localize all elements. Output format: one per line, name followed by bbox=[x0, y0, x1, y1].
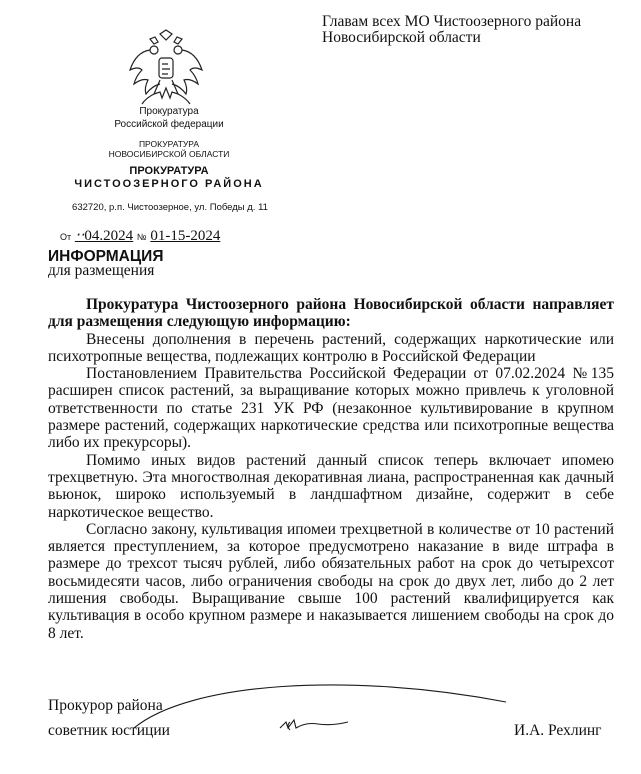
addressee-line-2: Новосибирской области bbox=[322, 29, 481, 46]
signatory-title-line-2: советник юстиции bbox=[48, 722, 170, 739]
signatory-title-line-1: Прокурор района bbox=[48, 697, 163, 714]
handwritten-signature-icon bbox=[130, 662, 510, 742]
letterhead bbox=[46, 106, 292, 191]
paragraph-2: Постановлением Правительства Российской Федерации от 07.02.2024 №135 расширен список растений, за выращивание которых можно привлечь к уголовной ответственности по статье 231 УК РФ (незаконное культивирование в крупном размере растений, содержащих наркотические средства или психотропные вещества либо их прекурсоры). bbox=[48, 365, 614, 452]
outgoing-reference bbox=[60, 226, 220, 245]
stamp-line-1: ПРОКУРАТУРА bbox=[138, 139, 200, 149]
outgoing-number: 01-15-2024 bbox=[150, 228, 221, 244]
outgoing-date-value: 04.2024 bbox=[84, 228, 134, 244]
paragraph-4: Согласно закону, культивация ипомеи трехцветной в количестве от 10 растений является преступлением, за которое предусмотрено наказание в виде штрафа в размере до трехсот тысяч рублей, либо обязательных работ на срок до четырехсот восьмидесяти часов, либо ограничения свободы на срок до двух лет, либо до 2 лет лишения свободы. Выращивание свыше 100 растений квалифицируется как культивация в особо крупном размере и наказывается лишением свободы на срок до 8 лет. bbox=[48, 520, 614, 642]
stamp-line-3: ПРОКУРАТУРА bbox=[129, 165, 209, 177]
signatory-name: И.А. Рехлинг bbox=[514, 722, 602, 739]
document-subtitle: для размещения bbox=[48, 262, 155, 279]
paragraph-1: Внесены дополнения в перечень растений, содержащих наркотические или психотропные вещества, подлежащих контролю в Российской Федерации bbox=[48, 330, 614, 365]
outgoing-prefix: От bbox=[60, 232, 72, 242]
outgoing-number-sign: № bbox=[136, 232, 147, 242]
outgoing-date bbox=[75, 228, 133, 244]
stamp-line-2: НОВОСИБИРСКОЙ ОБЛАСТИ bbox=[108, 149, 230, 159]
document-body bbox=[48, 296, 614, 642]
addressee-line-1: Главам всех МО Чистоозерного района bbox=[322, 13, 582, 30]
addressee-block bbox=[322, 14, 622, 46]
stamp-address: 632720, р.п. Чистоозерное, ул. Победы д. 11 bbox=[72, 202, 268, 213]
stamp-line-4: ЧИСТООЗЕРНОГО РАЙОНА bbox=[74, 178, 264, 190]
org-name-line-2: Российской федерации bbox=[114, 119, 224, 130]
outgoing-day-scribble: ‧‧ bbox=[74, 228, 85, 244]
paragraph-3: Помимо иных видов растений данный список теперь включает ипомею трехцветную. Эта многостволная декоративная лиана, распространенная как дачный вьюнок, широко используемый в ландшафтном дизайне, содержит в себе наркотическое вещество. bbox=[48, 451, 614, 521]
org-name-line-1: Прокуратура bbox=[139, 106, 199, 117]
document-title: ИНФОРМАЦИЯ bbox=[48, 248, 164, 265]
russian-coat-of-arms-icon bbox=[124, 28, 208, 112]
lead-paragraph: Прокуратура Чистоозерного района Новосибирской области направляет для размещения следующую информацию: bbox=[48, 296, 614, 331]
